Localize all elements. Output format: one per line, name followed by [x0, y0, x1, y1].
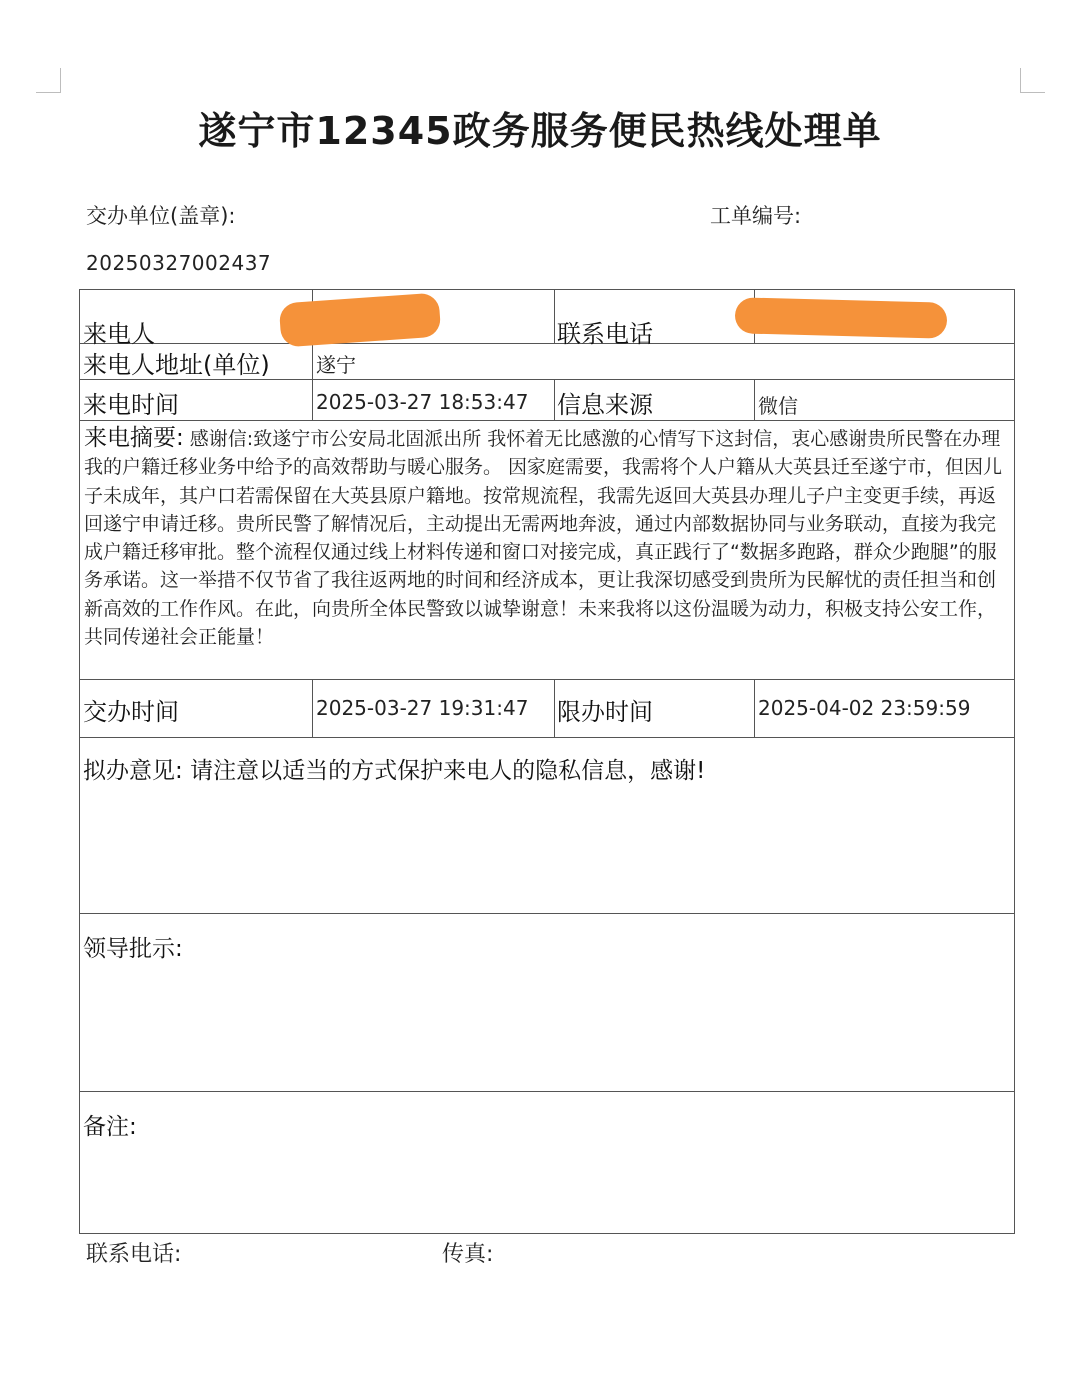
caller-name-redaction [279, 292, 442, 347]
column-divider [554, 679, 555, 737]
source-label: 信息来源 [557, 391, 653, 419]
page-corner-mark-right [1020, 68, 1045, 93]
address-value: 遂宁 [316, 353, 356, 377]
column-divider [554, 379, 555, 420]
ticket-number-label: 工单编号: [710, 204, 802, 228]
column-divider [754, 679, 755, 737]
leader-instruction-label: 领导批示: [83, 936, 183, 962]
call-time-label: 来电时间 [83, 391, 179, 419]
row-divider [80, 343, 1014, 344]
deadline-label: 限办时间 [557, 698, 653, 726]
column-divider [312, 679, 313, 737]
source-value: 微信 [758, 394, 798, 418]
call-time-value: 2025-03-27 18:53:47 [316, 390, 529, 414]
opinion-section [83, 752, 705, 785]
assign-time-label: 交办时间 [83, 698, 179, 726]
opinion-label: 拟办意见: [83, 758, 183, 784]
summary-text: 感谢信:致遂宁市公安局北固派出所 我怀着无比感激的心情写下这封信，衷心感谢贵所民警在办理我的户籍迁移业务中给予的高效帮助与暖心服务。 因家庭需要，我需将个人户籍从大英县迁至遂宁市，但因儿子未成年，其户口若需保留在大英县原户籍地。按常规流程，我需先返回大英县办理儿子户主变更手续，再返回遂宁申请迁移。贵所民警了解情况后，主动提出无需两地奔波，通过内部数据协同与业务联动，直接为我完成户籍迁移审批。整个流程仅通过线上材料传递和窗口对接完成，真正践行了“数据多跑路，群众少跑腿”的服务承诺。这一举措不仅节省了我往返两地的时间和经济成本，更让我深切感受到贵所为民解忧的责任担当和创新高效的工作作风。在此，向贵所全体民警致以诚挚谢意！未来我将以这份温暖为动力，积极支持公安工作，共同传递社会正能量！ [84, 428, 1003, 649]
call-summary [84, 424, 1006, 651]
assigning-unit-label: 交办单位(盖章): [86, 204, 236, 228]
footer-phone-label: 联系电话: [86, 1242, 182, 1267]
opinion-text: 请注意以适当的方式保护来电人的隐私信息，感谢! [190, 758, 706, 784]
summary-label: 来电摘要: [84, 425, 184, 451]
processing-form [79, 289, 1015, 1234]
remarks-label: 备注: [83, 1114, 137, 1140]
row-divider [80, 1091, 1014, 1092]
ticket-number: 20250327002437 [86, 251, 272, 275]
caller-label: 来电人 [83, 320, 155, 348]
row-divider [80, 679, 1014, 680]
footer-fax-label: 传真: [442, 1242, 494, 1267]
row-divider [80, 420, 1014, 421]
page-corner-mark-left [36, 68, 61, 93]
row-divider [80, 913, 1014, 914]
column-divider [754, 379, 755, 420]
column-divider [554, 290, 555, 343]
deadline-value: 2025-04-02 23:59:59 [758, 696, 971, 720]
row-divider [80, 737, 1014, 738]
assign-time-value: 2025-03-27 19:31:47 [316, 696, 529, 720]
document-title: 遂宁市12345政务服务便民热线处理单 [198, 109, 882, 153]
address-label: 来电人地址(单位) [83, 351, 270, 379]
phone-label: 联系电话 [557, 320, 653, 348]
caller-phone-redaction [735, 297, 948, 339]
